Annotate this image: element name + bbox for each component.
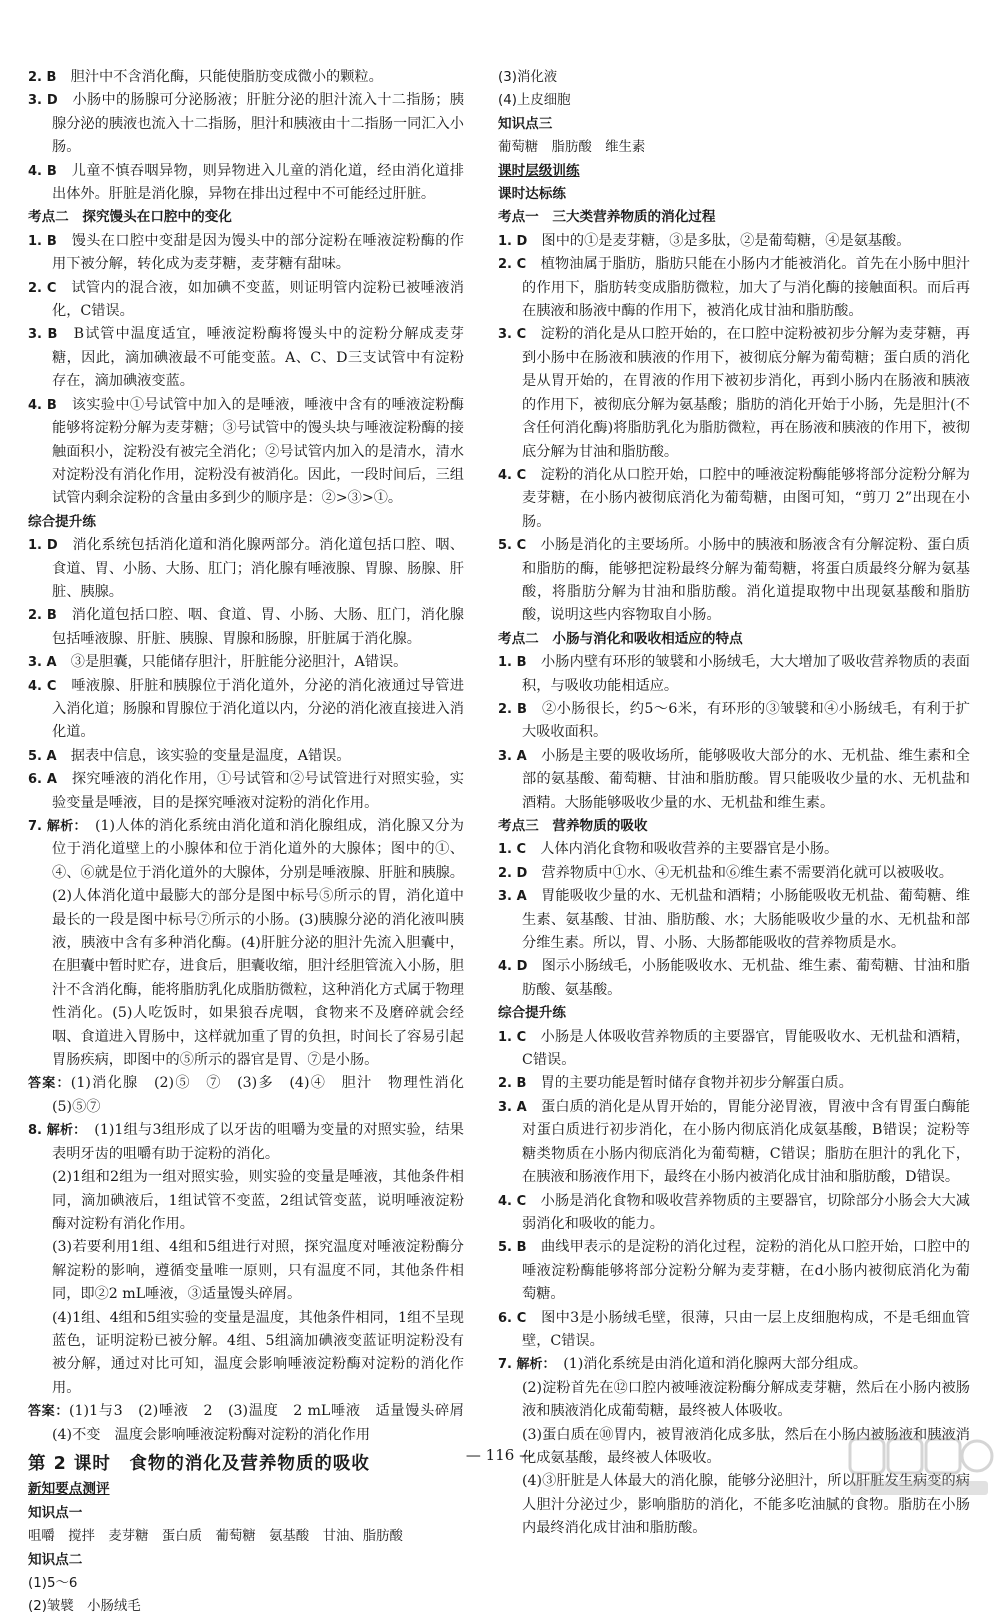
item-text: (1)消化系统是由消化道和消化腺两大部分组成。 [563,1356,868,1373]
item-number: 4. B [28,163,57,179]
item-number: 4. B [28,397,57,413]
item-text: 唾液腺、肝脏和胰腺位于消化道外，分泌的消化液通过导管进入消化道；肠腺和胃腺位于消化道以内，分泌的消化液直接进入消化道。 [52,677,464,741]
item-text: 图示小肠绒毛，小肠能吸收水、无机盐、维生素、葡萄糖、甘油和脂肪酸、氨基酸。 [522,958,970,998]
item-number: 1. B [28,233,57,249]
item-text: 胃的主要功能是暂时储存食物并初步分解蛋白质。 [540,1075,853,1092]
item-number: 6. C [498,1310,527,1326]
item-number: 2. B [28,608,57,624]
answer-item [498,885,970,955]
item-number: 3. B [28,327,58,343]
answer-item [498,1307,970,1354]
section-heading: 综合提升练 [498,1005,566,1022]
answer-item [28,394,464,511]
item-number: 4. D [498,959,528,975]
item-number: 8. 解析： [28,1123,80,1139]
answer-item [498,1096,970,1190]
section-heading: 考点三 营养物质的吸收 [498,818,648,834]
item-text: 小肠内壁有环形的皱襞和小肠绒毛，大大增加了吸收营养物质的表面积，与吸收功能相适应。 [522,654,970,694]
item-text: 胃能吸收少量的水、无机盐和酒精；小肠能吸收无机盐、葡萄糖、维生素、氨基酸、甘油、脂肪酸、水；大肠能吸收少量的水、无机盐和部分维生素。所以，胃、小肠、大肠都能吸收的营养物质是水。 [522,888,970,952]
text-line: (1)5～6 [28,1576,78,1591]
item-number: 1. D [498,233,528,249]
item-text: 小肠是主要的吸收场所，能够吸收大部分的水、无机盐、维生素和全部的氨基酸、葡萄糖、甘油和脂肪酸。胃只能吸收少量的水、无机盐和酒精。大肠能够吸收少量的水、无机盐和维生素。 [522,747,970,811]
item-text: 曲线甲表示的是淀粉的消化过程，淀粉的消化从口腔开始，口腔中的唾液淀粉酶能够将部分淀粉分解为麦芽糖，在d小肠内被彻底消化为葡萄糖。 [522,1239,970,1303]
item-number: 3. A [498,1099,527,1115]
item-text: 人体内消化食物和吸收营养的主要器官是小肠。 [540,841,839,858]
section-heading-underlined: 新知要点测评 [28,1481,110,1498]
answer-item [498,838,970,861]
item-text: 小肠是消化的主要场所。小肠中的胰液和肠液含有分解淀粉、蛋白质和脂肪的酶，能够把淀粉最终分解为葡萄糖，将蛋白质最终分解为氨基酸，将脂肪分解为甘油和脂肪酸。消化道提取物中出现氨基酸和脂肪酸，说明这些内容物取自小肠。 [522,537,970,624]
answer-item [28,815,464,1072]
section-heading: 知识点一 [28,1504,83,1521]
answer-item [28,277,464,324]
item-number: 2. C [498,257,527,273]
answer-item [28,675,464,745]
item-text: (1)人体的消化系统由消化道和消化腺组成，消化腺又分为位于消化道壁上的小腺体和位于消化道外的大腺体；图中的①、④、⑥就是位于消化道外的大腺体，分别是唾液腺、肝脏和胰腺。(2)人体消化道中最膨大的部分是图中标号⑤所示的胃，消化道中最长的一段是图中标号⑦所示的小肠。(3)胰腺分泌的消化液叫胰液，胰液中含有多种消化酶。(4)肝脏分泌的胆汁先流入胆囊中，在胆囊中暂时贮存，进食后，胆囊收缩，胆汁经胆管流入小肠，胆汁不含消化酶，能将脂肪乳化成脂肪微粒，这种消化方式属于物理性消化。(5)人吃饭时，如果狼吞虎咽，食物来不及磨碎就会经咽、食道进入胃肠中，这样就加重了胃的负担，时间长了容易引起胃肠疾病，即图中的⑤所示的器官是胃、⑦是小肠。 [52,818,464,1069]
answer-item [28,651,464,674]
item-text: 淀粉的消化从口腔开始，口腔中的唾液淀粉酶能够将部分淀粉分解为麦芽糖，在小肠内被彻底消化为葡萄糖，由图可知，“剪刀 2”出现在小肠。 [522,466,970,530]
item-number: 1. C [498,1029,527,1045]
answer-item [28,323,464,393]
item-number: 3. A [498,748,527,764]
item-number: 6. A [28,772,57,788]
answer-item [498,1353,970,1376]
explanation-paragraph: (4)1组、4组和5组实验的变量是温度，其他条件相同，1组不呈现蓝色，证明淀粉已被分解。4组、5组滴加碘液变蓝证明淀粉没有被分解，通过对比可知，温度会影响唾液淀粉酶对淀粉的消化作用。 [52,1309,464,1396]
answer-item [28,768,464,815]
keyword-list: 咀嚼 搅拌 麦芽糖 蛋白质 葡萄糖 氨基酸 甘油、脂肪酸 [28,1529,403,1545]
item-number: 1. C [498,842,527,858]
answer-line [28,1400,479,1447]
answer-label: 答案： [28,1404,69,1420]
item-text: 小肠中的肠腺可分泌肠液；肝脏分泌的胆汁流入十二指肠；胰腺分泌的胰液也流入十二指肠，胆汁和胰液由十二指肠一同汇入小肠。 [52,92,464,156]
answer-item [498,1026,970,1073]
item-text: 胆汁中不含消化酶，只能使脂肪变成微小的颗粒。 [70,69,383,85]
explanation-paragraph: (3)蛋白质在⑩胃内，被胃液消化成多肽，然后在小肠内被肠液和胰液消化成氨基酸，最终被人体吸收。 [522,1426,970,1466]
answer-item [498,1236,970,1306]
keyword-list: 葡萄糖 脂肪酸 维生素 [498,140,646,156]
answer-item [498,1190,970,1237]
answer-item [498,323,970,463]
item-text: B试管中温度适宜，唾液淀粉酶将馒头中的淀粉分解成麦芽糖，因此，滴加碘液最不可能变蓝。A、C、D三支试管中有淀粉存在，滴加碘液变蓝。 [52,326,464,390]
answer-item [28,66,464,89]
item-number: 7. 解析： [498,1357,550,1373]
item-number: 7. 解析： [28,819,81,834]
answer-item [28,89,464,159]
section-heading: 知识点二 [28,1551,83,1568]
answer-text: (1)消化腺 (2)⑤ ⑦ (3)多 (4)④ 胆汁 物理性消化 (5)⑤⑦ [52,1075,479,1115]
section-heading: 知识点三 [498,115,553,132]
answer-item [498,745,970,815]
explanation-paragraph: (4)③肝脏是人体最大的消化腺，能够分泌胆汁，所以肝脏发生病变的病人胆汁分泌过少，影响脂肪的消化，不能多吃油腻的食物。脂肪在小肠内最终消化成甘油和脂肪酸。 [522,1473,970,1537]
section-heading: 考点二 小肠与消化和吸收相适应的特点 [498,630,743,647]
text-line: (4)上皮细胞 [498,93,571,109]
section-heading-underlined: 课时层级训练 [498,162,580,179]
item-number: 2. D [498,865,528,881]
page-number: — 116 — [465,1446,535,1464]
answer-item [28,230,464,277]
answer-item [498,534,970,628]
item-text: 图中3是小肠绒毛壁，很薄，只由一层上皮细胞构成，不是毛细血管壁，C错误。 [522,1309,970,1349]
item-number: 3. D [28,93,58,109]
item-number: 2. B [498,701,527,717]
answer-item [498,862,970,885]
item-number: 1. B [498,655,527,671]
right-column [498,66,970,1541]
item-number: 2. B [498,1076,527,1092]
item-number: 2. B [28,70,57,85]
answer-item [498,253,970,323]
item-text: 探究唾液的消化作用，①号试管和②号试管进行对照实验，实验变量是唾液，目的是探究唾液对淀粉的消化作用。 [52,771,464,811]
item-text: 消化道包括口腔、咽、食道、胃、小肠、大肠、肛门，消化腺包括唾液腺、肝脏、胰腺、胃腺和肠腺，肝脏属于消化腺。 [52,607,464,647]
item-number: 4. C [498,1193,527,1209]
section-heading: 综合提升练 [28,513,96,530]
item-number: 2. C [28,280,57,296]
section-heading: 课时达标练 [498,186,566,203]
item-text: ③是胆囊，只能储存胆汁，肝脏能分泌胆汁，A错误。 [70,654,408,671]
item-text: 该实验中①号试管中加入的是唾液，唾液中含有的唾液淀粉酶能够将淀粉分解为麦芽糖；③号试管中的馒头块与唾液淀粉酶的接触面积小，淀粉没有被完全消化；②号试管内加入的是清水，清水对淀粉没有消化作用，淀粉没有被消化。因此，一段时间后，三组试管内剩余淀粉的含量由多到少的顺序是：②>③>①。 [52,396,464,507]
item-number: 5. C [498,538,527,554]
item-number: 3. A [498,889,527,905]
item-text: 据表中信息，该实验的变量是温度，A错误。 [70,747,351,764]
item-text: 淀粉的消化是从口腔开始的，在口腔中淀粉被初步分解为麦芽糖，再到小肠中在肠液和胰液的作用下，被彻底分解为葡萄糖；蛋白质的消化是从胃开始的，在胃液的作用下被初步消化，再到小肠内在肠液和胰液的作用下，被彻底分解为氨基酸；脂肪的消化开始于小肠，先是胆汁(不含任何消化酶)将脂肪乳化为脂肪微粒，再在肠液和胰液的作用下，被彻底分解为甘油和脂肪酸。 [522,326,970,460]
answer-label: 答案： [28,1076,71,1092]
answer-line [28,1072,479,1119]
answer-item [28,160,464,207]
answer-item [28,534,464,604]
answer-item [498,698,970,745]
item-text: 植物油属于脂肪，脂肪只能在小肠内才能被消化。首先在小肠中胆汁的作用下，脂肪转变成脂肪微粒，加大了与消化酶的接触面积。而后再在胰液和肠液中酶的作用下，被消化成甘油和脂肪酸。 [522,256,970,320]
section-heading: 考点一 三大类营养物质的消化过程 [498,209,716,226]
answer-item [498,955,970,1002]
item-number: 4. C [498,467,527,483]
item-number: 5. A [28,748,57,764]
item-text: 图中的①是麦芽糖，③是多肽，②是葡萄糖，④是氨基酸。 [541,232,911,249]
item-number: 3. A [28,655,57,671]
item-text: 儿童不慎吞咽异物，则异物进入儿童的消化道，经由消化道排出体外。肝脏是消化腺，异物在排出过程中不可能经过肝脏。 [52,162,464,203]
item-text: 试管内的混合液，如加碘不变蓝，则证明管内淀粉已被唾液消化，C错误。 [52,279,464,320]
item-text: 营养物质中①水、④无机盐和⑥维生素不需要消化就可以被吸收。 [541,864,953,881]
item-text: 蛋白质的消化是从胃开始的，胃能分泌胃液，胃液中含有胃蛋白酶能对蛋白质进行初步消化，在小肠内彻底消化成氨基酸，B错误；淀粉等糖类物质在小肠内彻底消化为葡萄糖，C错误；脂肪在胆汁的乳化下，在胰液和肠液作用下，最终在小肠内被消化成甘油和脂肪酸，D错误。 [522,1098,970,1186]
explanation-paragraph: (3)若要利用1组、4组和5组进行对照，探究温度对唾液淀粉酶分解淀粉的影响，遵循变量唯一原则，只有温度不同，其他条件相同，即②2 mL唾液，③适量馒头碎屑。 [52,1239,464,1303]
answer-item [28,1119,464,1166]
item-text: (1)1组与3组形成了以牙齿的咀嚼为变量的对照实验，结果表明牙齿的咀嚼有助于淀粉的消化。 [52,1122,464,1162]
answer-item [28,745,464,768]
answer-item [498,464,970,534]
answer-item [498,230,970,253]
explanation-paragraph: (2)1组和2组为一组对照实验，则实验的变量是唾液，其他条件相同，滴加碘液后，1组试管不变蓝，2组试管变蓝，说明唾液淀粉酶对淀粉有消化作用。 [52,1169,464,1232]
item-text: 小肠是消化食物和吸收营养物质的主要器官，切除部分小肠会大大减弱消化和吸收的能力。 [522,1192,970,1232]
item-number: 4. C [28,678,57,694]
text-line: (2)皱襞 小肠绒毛 [28,1599,141,1615]
answer-item [498,651,970,698]
answer-item [28,604,464,651]
explanation-paragraph: (2)淀粉首先在⑫口腔内被唾液淀粉酶分解成麦芽糖，然后在小肠内被肠液和胰液消化成葡萄糖，最终被人体吸收。 [522,1379,970,1420]
answer-text: (1)1与3 (2)唾液 2 (3)温度 2 mL唾液 适量馒头碎屑 (4)不变 温度会影响唾液淀粉酶对淀粉的消化作用 [52,1403,479,1443]
watermark-logo [844,1431,994,1501]
answer-item [498,1072,970,1095]
left-column [28,66,479,1619]
text-line: (3)消化液 [498,70,558,85]
item-text: ②小肠很长，约5～6米，有环形的③皱襞和④小肠绒毛，有利于扩大吸收面积。 [522,700,970,741]
item-number: 3. C [498,327,527,343]
item-text: 消化系统包括消化道和消化腺两部分。消化道包括口腔、咽、食道、胃、小肠、大肠、肛门；消化腺有唾液腺、胃腺、肠腺、肝脏、胰腺。 [52,537,464,600]
section-heading: 考点二 探究馒头在口腔中的变化 [28,209,232,226]
lesson-title: 第 2 课时 食物的消化及营养物质的吸收 [28,1453,370,1474]
item-number: 1. D [28,538,58,554]
item-number: 5. B [498,1240,527,1256]
item-text: 馒头在口腔中变甜是因为馒头中的部分淀粉在唾液淀粉酶的作用下被分解，转化成为麦芽糖，麦芽糖有甜味。 [52,232,464,273]
item-text: 小肠是人体吸收营养物质的主要器官，胃能吸收水、无机盐和酒精，C错误。 [522,1028,970,1069]
